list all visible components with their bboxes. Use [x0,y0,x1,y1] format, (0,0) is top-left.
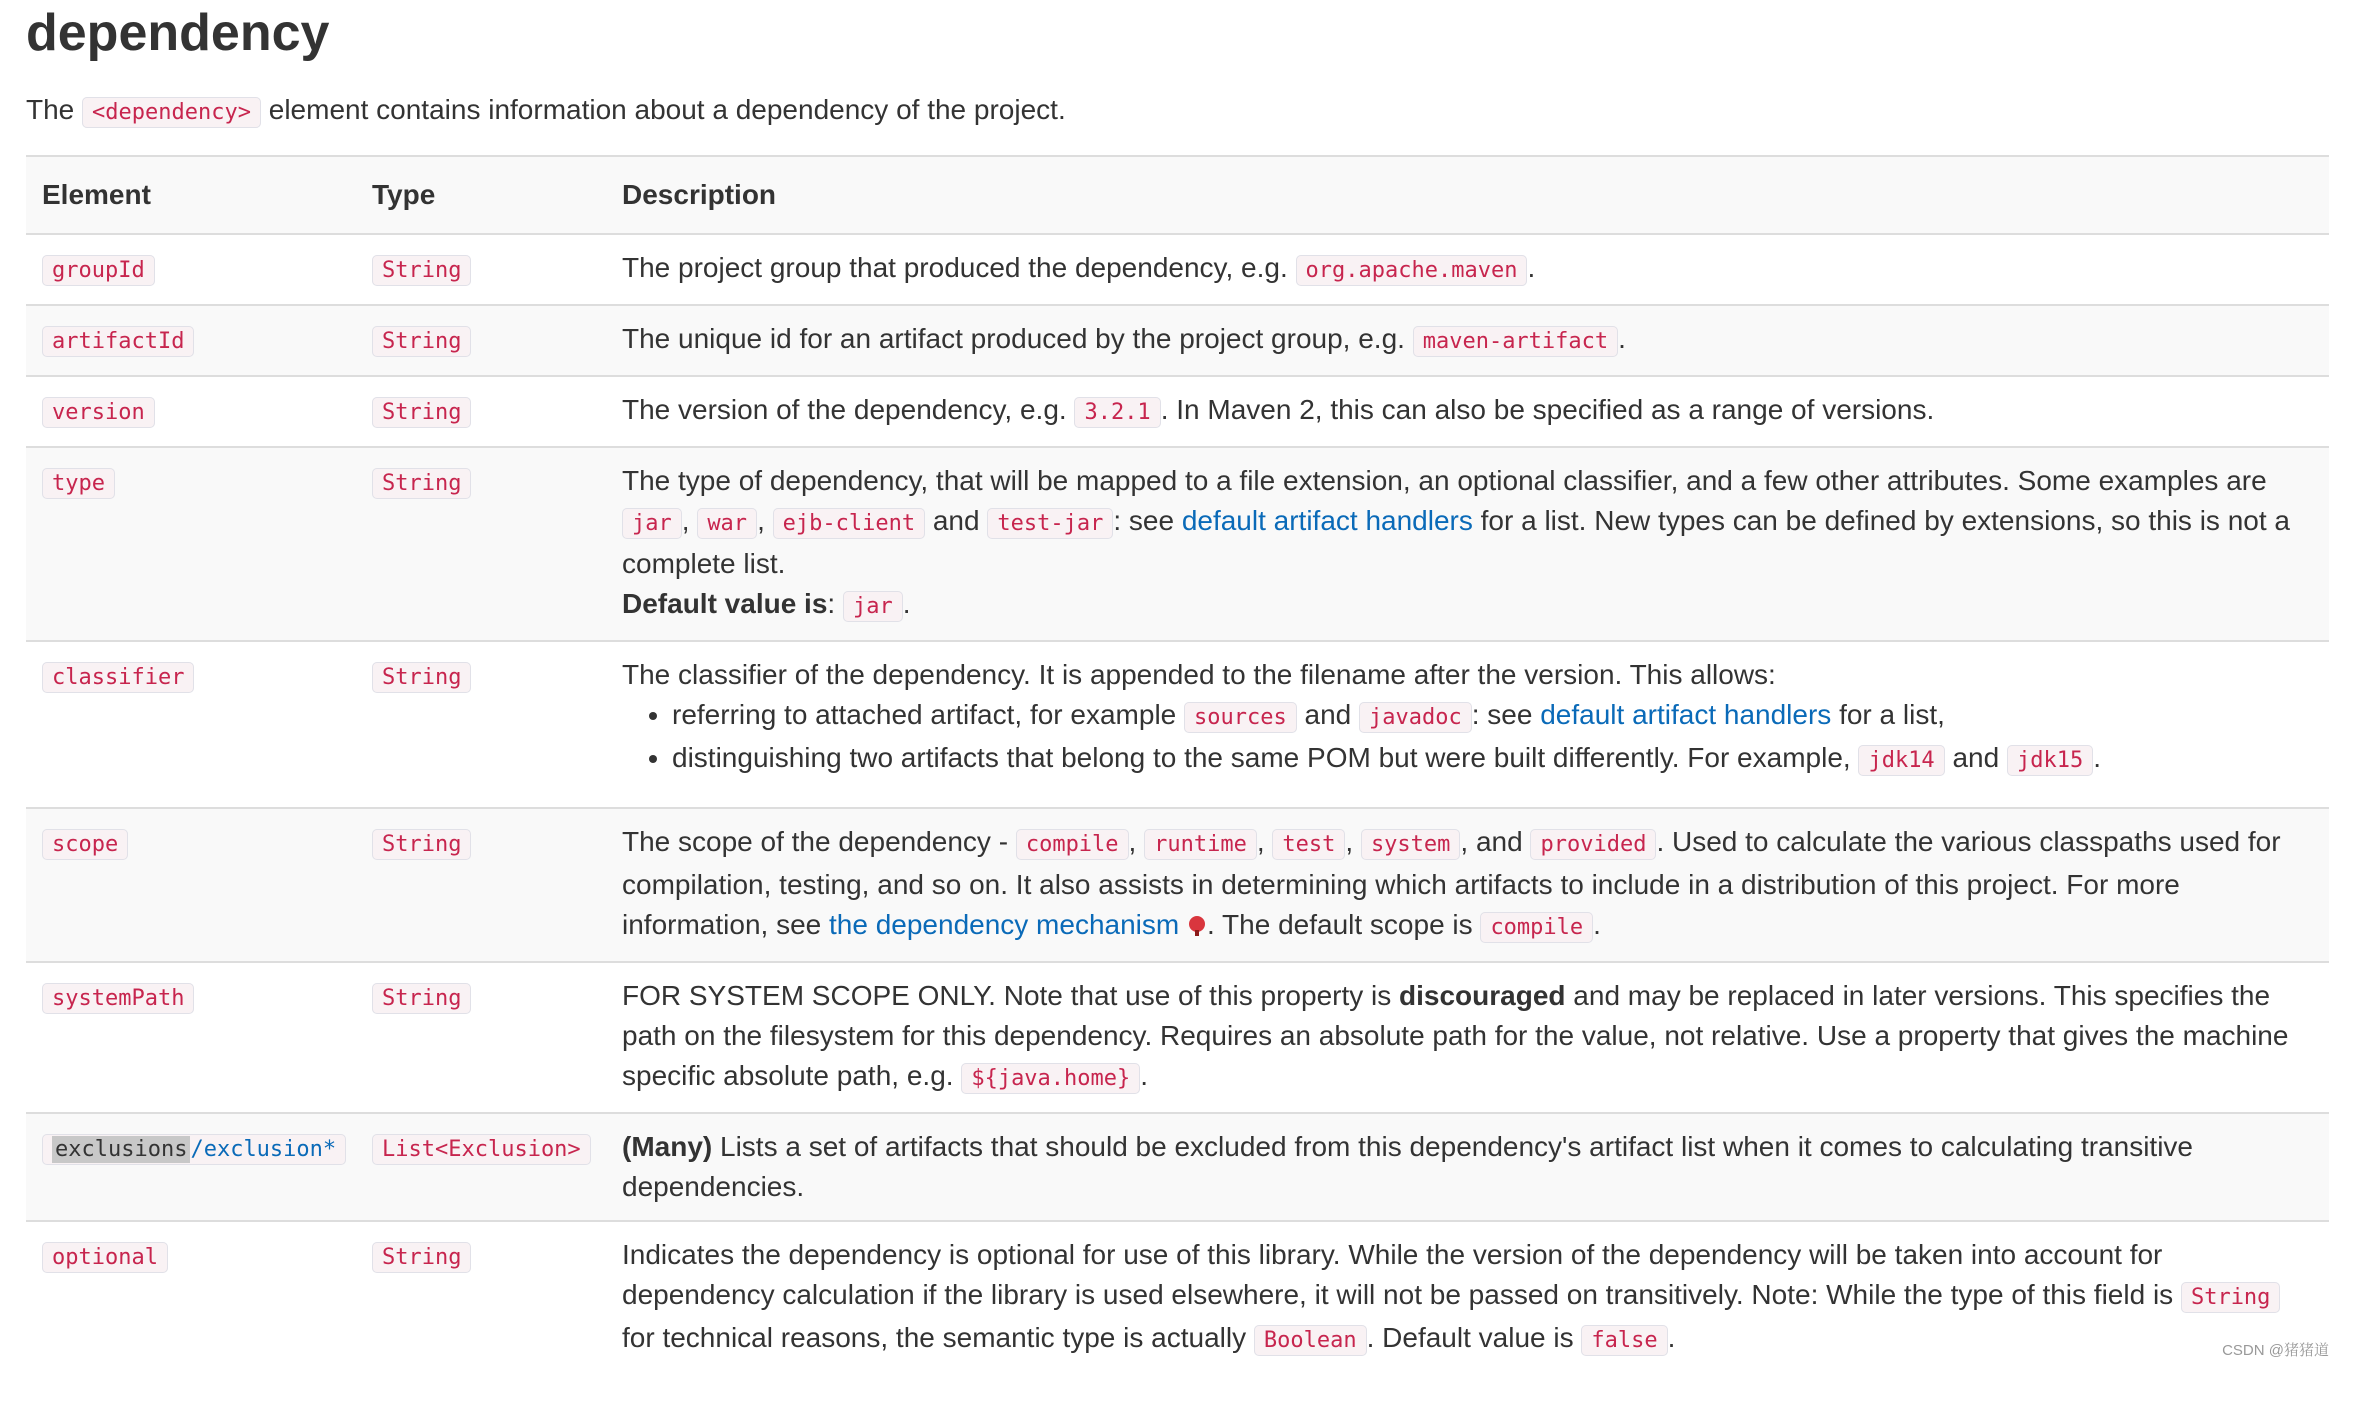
separator: , [1345,826,1354,857]
separator: : [827,588,836,619]
page-title: dependency [26,4,330,62]
example-code: javadoc [1359,702,1472,733]
dependency-table [26,155,2329,1374]
separator: . [1140,1060,1149,1091]
type-code: String [372,829,471,860]
description-text: . [1527,252,1536,283]
example-code: war [697,508,757,539]
list-item [672,695,2313,738]
element-code: version [42,397,155,428]
table-row-artifactid [26,305,2329,376]
example-code: jdk15 [2007,745,2093,776]
element-code: optional [42,1242,168,1273]
description-text: FOR SYSTEM SCOPE ONLY. Note that use of this property is [622,980,1392,1011]
description-cell [606,447,2329,641]
separator: and [1952,742,2000,773]
header-element: Element [26,156,356,234]
description-text: The project group that produced the dependency, e.g. [622,252,1288,283]
description-text: The version of the dependency, e.g. [622,394,1067,425]
description-text: The unique id for an artifact produced by the project group, e.g. [622,323,1405,354]
example-code: org.apache.maven [1296,255,1528,286]
separator: . [1667,1322,1676,1353]
selected-text: exclusions [52,1136,190,1163]
intro-suffix: element contains information about a dependency of the project. [268,94,1066,125]
example-code: ${java.home} [961,1063,1140,1094]
default-artifact-handlers-link[interactable]: default artifact handlers [1181,505,1473,536]
description-cell [606,1221,2329,1374]
type-code: String [372,983,471,1014]
description-text: for a list, [1839,699,1945,730]
description-text: . In Maven 2, this can also be specified as a range of versions. [1160,394,1935,425]
type-code: String [372,662,471,693]
example-code: provided [1530,829,1656,860]
intro-code: <dependency> [82,97,261,128]
separator: . [2093,742,2101,773]
default-scope-code: compile [1480,912,1593,943]
example-code: runtime [1144,829,1257,860]
default-value-code: jar [843,591,903,622]
description-text: . [1618,323,1626,354]
description-cell [606,808,2329,962]
type-code: List<Exclusion> [372,1134,591,1165]
dependency-mechanism-link[interactable]: the dependency mechanism [829,909,1180,940]
example-code: ejb-client [773,508,925,539]
example-code: String [2181,1282,2280,1313]
table-row-optional [26,1221,2329,1374]
type-code: String [372,326,471,357]
example-code: test-jar [987,508,1113,539]
example-code: Boolean [1254,1325,1367,1356]
separator: : see [1113,505,1175,536]
description-text: . The default scope is [1207,909,1473,940]
default-value-label: Default value is [622,588,828,619]
description-text: for a list. New types can be defined by extensions, so this is not a complete list. [622,505,2290,579]
description-text: Indicates the dependency is optional for use of this library. While the version of the dependency will be taken into account for dependency calculation if the library is used elsewhere, it will not be passed on transitively. Note: While the type of this field is [622,1239,2174,1310]
type-code: String [372,1242,471,1273]
element-code: groupId [42,255,155,286]
exclusion-link[interactable]: exclusion* [203,1137,337,1162]
type-code: String [372,255,471,286]
watermark: CSDN @猪猪道 [2222,1342,2329,1359]
element-code: scope [42,829,128,860]
element-code: type [42,468,115,499]
default-value-code: false [1581,1325,1667,1356]
element-code [42,1134,346,1165]
description-cell [606,376,2329,447]
element-separator: / [190,1137,204,1162]
example-code: jdk14 [1858,745,1944,776]
example-code: compile [1016,829,1129,860]
allows-list [622,695,2313,781]
separator: and [932,505,980,536]
description-text: The type of dependency, that will be mapped to a file extension, an optional classifier, and a few other attributes. Some examples are [622,465,2267,496]
element-code: systemPath [42,983,194,1014]
intro-prefix: The [26,94,75,125]
separator: , [1256,826,1265,857]
description-cell [606,305,2329,376]
external-link-icon [1187,915,1207,937]
element-code: artifactId [42,326,194,357]
table-header-row [26,156,2329,234]
example-code: jar [622,508,682,539]
emphasis-text: (Many) [622,1131,713,1162]
separator: . [1593,909,1601,940]
separator: , [1128,826,1137,857]
emphasis-text: discouraged [1399,980,1566,1011]
description-text: and may be replaced in later versions. This specifies the path on the filesystem for this dependency. Requires an absolute path for the value, not relative. Use a property that gives the machine specific absolute path, e.g. [622,980,2289,1091]
table-row-groupid [26,234,2329,305]
example-code: system [1361,829,1460,860]
description-text: The classifier of the dependency. It is appended to the filename after the version. This allows: [622,659,1776,690]
table-row-exclusions [26,1113,2329,1221]
description-cell [606,641,2329,808]
description-text: for technical reasons, the semantic type is actually [622,1322,1247,1353]
list-item [672,738,2313,781]
default-artifact-handlers-link[interactable]: default artifact handlers [1540,699,1832,730]
table-row-systempath [26,962,2329,1113]
description-text: . Used to calculate the various classpaths used for compilation, testing, and so on. It also assists in determining which artifacts to include in a distribution of this project. For more information, see [622,826,2281,940]
description-text: referring to attached artifact, for example [672,699,1177,730]
description-text: Lists a set of artifacts that should be excluded from this dependency's artifact list when it comes to calculating transitive dependencies. [622,1131,2193,1202]
description-text: . Default value is [1366,1322,1574,1353]
separator: : see [1471,699,1533,730]
table-row-version [26,376,2329,447]
description-text: The scope of the dependency - [622,826,1009,857]
element-code: classifier [42,662,194,693]
description-text: distinguishing two artifacts that belong to the same POM but were built differently. For example, [672,742,1851,773]
description-cell [606,1113,2329,1221]
table-row-type [26,447,2329,641]
description-cell [606,962,2329,1113]
intro-paragraph [26,90,2327,133]
separator: , [757,505,765,536]
example-code: sources [1184,702,1297,733]
table-row-scope [26,808,2329,962]
example-code: maven-artifact [1413,326,1618,357]
separator: . [902,588,911,619]
separator: , and [1460,826,1523,857]
header-type: Type [356,156,606,234]
example-code: 3.2.1 [1074,397,1160,428]
table-row-classifier [26,641,2329,808]
type-code: String [372,397,471,428]
type-code: String [372,468,471,499]
example-code: test [1272,829,1345,860]
separator: , [681,505,690,536]
separator: and [1304,699,1352,730]
header-description: Description [606,156,2329,234]
description-cell [606,234,2329,305]
